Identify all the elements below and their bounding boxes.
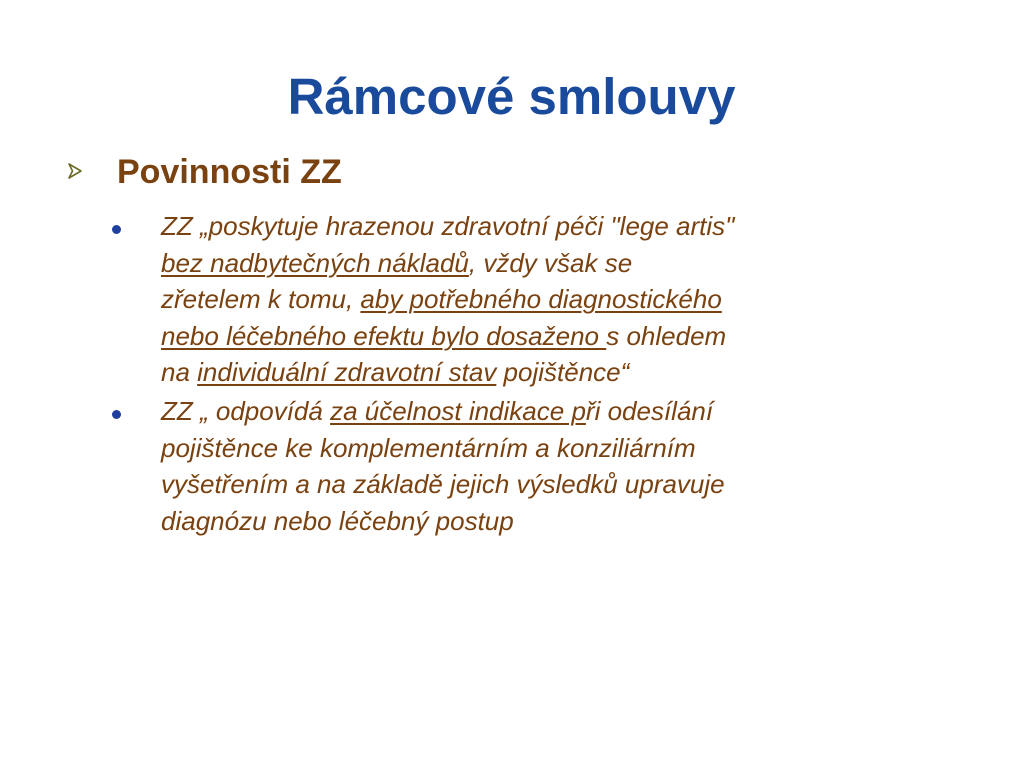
bullet-line (161, 503, 961, 540)
bullet-text (161, 393, 961, 539)
text-segment: ZZ „poskytuje hrazenou zdravotní péči "lege artis" (161, 211, 735, 241)
slide-title: Rámcové smlouvy (287, 68, 736, 125)
text-segment: vyšetřením a na základě jejich výsledků upravuje (161, 469, 725, 499)
text-segment: ZZ „ odpovídá (161, 396, 331, 426)
text-segment: pojištěnce“ (496, 357, 630, 387)
bullet-line (161, 318, 961, 355)
text-segment: ři odesílání (585, 396, 714, 426)
text-segment: na (161, 357, 198, 387)
text-segment: zřetelem k tomu, (161, 284, 361, 314)
underlined-text: nebo léčebného efektu bylo dosaženo (161, 320, 607, 351)
bullet-line (161, 245, 961, 282)
bullet-line (161, 354, 961, 391)
bullet-line (161, 208, 961, 245)
text-segment: diagnózu nebo léčebný postup (161, 505, 514, 536)
bullet-line (161, 281, 961, 318)
bullet-line (161, 466, 961, 503)
level1-text: Povinnosti ZZ (117, 153, 342, 191)
text-segment: , vždy však se (468, 247, 633, 278)
underlined-text: aby potřebného diagnostického (360, 284, 722, 314)
bullet-dot-icon (112, 225, 121, 234)
text-segment: pojištěnce ke komplementárním a konziliárním (161, 432, 696, 463)
bullet-dot-icon (112, 410, 121, 419)
bullet-line (161, 393, 961, 430)
underlined-text: bez nadbytečných nákladů (161, 247, 469, 278)
arrow-right-icon (66, 162, 84, 180)
underlined-text: za účelnost indikace p (330, 396, 586, 426)
underlined-text: individuální zdravotní stav (197, 357, 497, 387)
bullet-text (161, 208, 961, 391)
text-segment: s ohledem (606, 320, 727, 351)
bullet-line (161, 430, 961, 467)
